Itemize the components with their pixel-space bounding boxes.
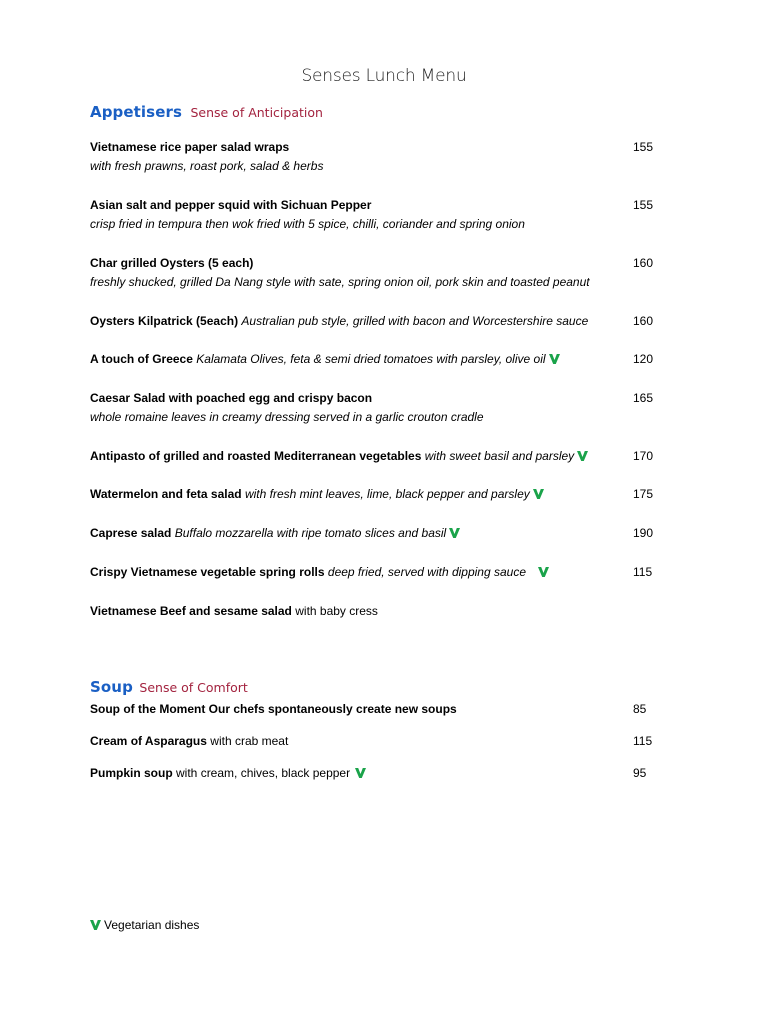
menu-item: [90, 312, 660, 331]
item-price: 170: [633, 449, 654, 463]
item-name: Vietnamese rice paper salad wraps: [90, 140, 290, 154]
item-desc: whole romaine leaves in creamy dressing served in a garlic crouton cradle: [90, 410, 484, 424]
vegetarian-v-icon: [538, 567, 549, 577]
item-desc: crisp fried in tempura then wok fried with 5 spice, chilli, coriander and spring onion: [90, 217, 525, 231]
item-name: Cream of Asparagus: [90, 734, 207, 748]
item-name: A touch of Greece: [90, 352, 193, 366]
item-name: Antipasto of grilled and roasted Mediterranean vegetables: [90, 449, 422, 463]
menu-item: [90, 350, 660, 369]
item-price: 160: [633, 256, 654, 270]
item-price: 115: [633, 734, 653, 748]
item-desc: Australian pub style, grilled with bacon and Worcestershire sauce: [241, 314, 589, 328]
vegetarian-legend: [90, 916, 199, 935]
item-desc: deep fried, served with dipping sauce: [327, 565, 527, 579]
item-price: 155: [633, 140, 654, 154]
menu-item: [90, 196, 660, 234]
item-name: Caprese salad: [90, 526, 172, 540]
vegetarian-v-icon: [355, 768, 366, 778]
menu-item: [90, 563, 660, 582]
item-price: 155: [633, 198, 654, 212]
item-name: Caesar Salad with poached egg and crispy bacon: [90, 391, 373, 405]
menu-item: [90, 447, 660, 466]
page-title: Senses Lunch Menu: [301, 66, 467, 86]
item-desc: with fresh prawns, roast pork, salad & herbs: [90, 159, 324, 173]
item-desc: with sweet basil and parsley: [424, 449, 575, 463]
item-desc: with crab meat: [210, 734, 289, 748]
item-desc: freshly shucked, grilled Da Nang style with sate, spring onion oil, pork skin and toasted peanut: [90, 275, 590, 289]
menu-item: [90, 485, 660, 504]
item-desc: Buffalo mozzarella with ripe tomato slices and basil: [174, 526, 447, 540]
menu-item: [90, 389, 660, 427]
menu-item: [90, 138, 660, 176]
legend-label: Vegetarian dishes: [104, 918, 200, 932]
item-name: Pumpkin soup: [90, 766, 173, 780]
section-appetisers: [90, 103, 323, 122]
item-price: 165: [633, 391, 654, 405]
item-name: Crispy Vietnamese vegetable spring rolls: [90, 565, 325, 579]
section-soup: [90, 678, 248, 697]
vegetarian-v-icon: [549, 354, 560, 364]
item-desc: with baby cress: [295, 604, 378, 618]
item-price: 85: [633, 702, 647, 716]
item-name: Watermelon and feta salad: [90, 487, 242, 501]
vegetarian-v-icon: [90, 920, 101, 930]
item-price: 175: [633, 487, 654, 501]
item-name: Soup of the Moment Our chefs spontaneously create new soups: [90, 702, 457, 716]
item-price: 120: [633, 352, 654, 366]
menu-item: [90, 700, 660, 719]
vegetarian-v-icon: [533, 489, 544, 499]
section-title: Soup: [90, 678, 133, 696]
item-price: 190: [633, 526, 654, 540]
section-subtitle: Sense of Comfort: [139, 680, 248, 695]
vegetarian-v-icon: [449, 528, 460, 538]
section-subtitle: Sense of Anticipation: [190, 105, 323, 120]
menu-item: [90, 602, 660, 621]
vegetarian-v-icon: [577, 451, 588, 461]
item-name: Vietnamese Beef and sesame salad: [90, 604, 292, 618]
item-desc: with cream, chives, black pepper: [176, 766, 351, 780]
menu-item: [90, 732, 660, 751]
item-name: Asian salt and pepper squid with Sichuan Pepper: [90, 198, 372, 212]
item-price: 115: [633, 565, 653, 579]
menu-item: [90, 524, 660, 543]
item-desc: Kalamata Olives, feta & semi dried tomatoes with parsley, olive oil: [196, 352, 546, 366]
section-title: Appetisers: [90, 103, 182, 121]
item-name: Char grilled Oysters (5 each): [90, 256, 254, 270]
menu-item: [90, 254, 660, 292]
item-desc: with fresh mint leaves, lime, black pepper and parsley: [244, 487, 530, 501]
item-name: Oysters Kilpatrick (5each): [90, 314, 239, 328]
item-price: 95: [633, 766, 647, 780]
menu-item: [90, 764, 660, 783]
item-price: 160: [633, 314, 654, 328]
